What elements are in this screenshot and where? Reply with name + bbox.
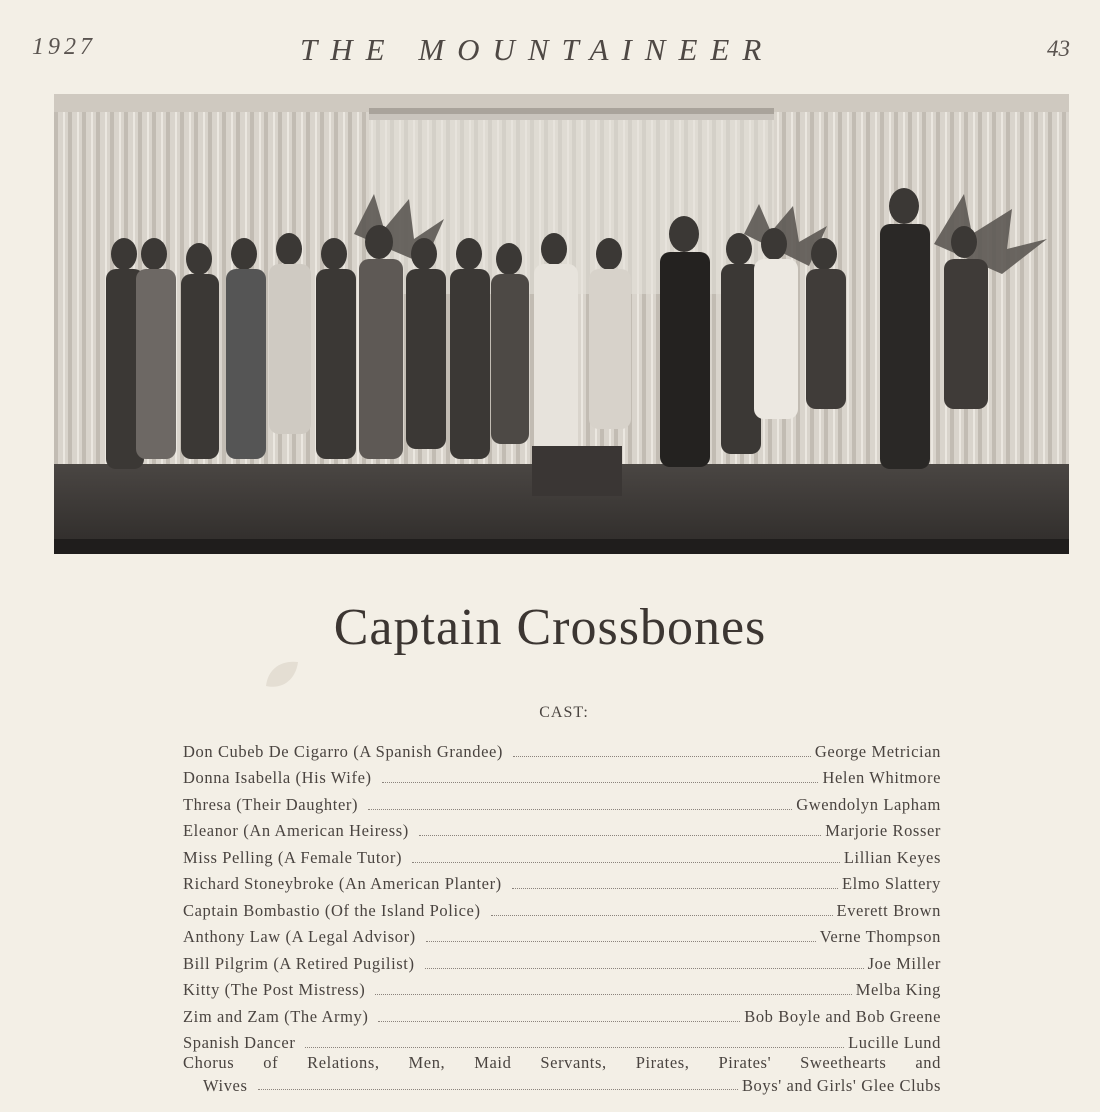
- chorus-word: Chorus: [183, 1053, 235, 1072]
- header-page-number: 43: [1047, 36, 1070, 61]
- cast-row: [183, 735, 941, 762]
- cast-role: Richard Stoneybroke (An American Planter): [183, 874, 502, 893]
- header-publication-title: THE MOUNTAINEER: [300, 32, 775, 67]
- cast-row: [183, 841, 941, 868]
- cast-role: Thresa (Their Daughter): [183, 794, 359, 814]
- header-year: 1927: [32, 34, 96, 60]
- cast-row: [183, 762, 941, 789]
- stage-cast-photo: [54, 94, 1069, 554]
- cast-role: Kitty (The Post Mistress): [183, 980, 366, 999]
- cast-role: Miss Pelling (A Female Tutor): [183, 847, 403, 867]
- cast-row: [183, 788, 941, 815]
- cast-list: [183, 735, 941, 1095]
- dot-leader: [491, 915, 833, 916]
- cast-row: [183, 894, 941, 921]
- cast-role: Spanish Dancer: [183, 1033, 296, 1052]
- cast-row: [183, 868, 941, 895]
- page-header: [0, 30, 1100, 80]
- cast-role: Zim and Zam (The Army): [183, 1006, 369, 1026]
- stage-photo-illustration: [54, 94, 1069, 554]
- dot-leader: [419, 835, 821, 836]
- chorus-word: Relations,: [307, 1053, 380, 1072]
- play-title: Captain Crossbones: [333, 599, 767, 656]
- cast-row: [183, 947, 941, 974]
- chorus-word: of: [263, 1053, 279, 1072]
- chorus-role-line: [183, 1053, 941, 1075]
- dot-leader: [513, 756, 811, 757]
- dot-leader: [425, 968, 864, 969]
- cast-heading: CAST:: [539, 704, 589, 721]
- chorus-word: Sweethearts: [800, 1053, 887, 1072]
- chorus-word: Men,: [408, 1053, 446, 1072]
- cast-role: Don Cubeb De Cigarro (A Spanish Grandee): [183, 741, 504, 761]
- chorus-word: Pirates,: [635, 1053, 690, 1072]
- dot-leader: [378, 1021, 740, 1022]
- cast-role: Bill Pilgrim (A Retired Pugilist): [183, 953, 415, 973]
- cast-row: [183, 1000, 941, 1027]
- chorus-word: Maid: [474, 1053, 512, 1072]
- dot-leader: [375, 994, 851, 995]
- cast-role: Captain Bombastio (Of the Island Police): [183, 900, 481, 920]
- cast-actor: Boys' and Girls' Glee Clubs: [741, 1076, 941, 1095]
- cast-role-continuation: Wives: [203, 1076, 248, 1095]
- cast-row: [183, 1027, 941, 1054]
- dot-leader: [258, 1089, 738, 1090]
- dot-leader: [412, 862, 840, 863]
- cast-actor: Lillian Keyes: [843, 847, 941, 867]
- cast-actor: Lucille Lund: [848, 1033, 941, 1052]
- dot-leader: [426, 941, 816, 942]
- cast-actor: Melba King: [855, 980, 941, 999]
- cast-actor: Joe Miller: [867, 953, 941, 973]
- cast-actor: Bob Boyle and Bob Greene: [744, 1006, 941, 1026]
- chorus-word: Servants,: [540, 1053, 607, 1072]
- cast-actor: Helen Whitmore: [822, 768, 941, 787]
- leaf-stain-mark: [262, 656, 302, 694]
- cast-role: Anthony Law (A Legal Advisor): [183, 927, 416, 946]
- cast-row: [183, 815, 941, 842]
- cast-actor: Marjorie Rosser: [825, 821, 941, 840]
- cast-actor: George Metrician: [814, 741, 941, 761]
- dot-leader: [305, 1047, 844, 1048]
- chorus-second-line: [183, 1075, 941, 1095]
- dot-leader: [382, 782, 819, 783]
- cast-actor: Verne Thompson: [819, 927, 941, 946]
- cast-row-chorus: [183, 1053, 941, 1095]
- cast-role: Eleanor (An American Heiress): [183, 821, 409, 840]
- chorus-word: and: [915, 1053, 941, 1072]
- cast-actor: Gwendolyn Lapham: [796, 794, 941, 814]
- cast-actor: Everett Brown: [836, 900, 941, 920]
- chorus-word: Pirates': [718, 1053, 772, 1072]
- dot-leader: [512, 888, 838, 889]
- cast-row: [183, 921, 941, 948]
- cast-actor: Elmo Slattery: [842, 874, 941, 893]
- cast-row: [183, 974, 941, 1001]
- cast-role: Donna Isabella (His Wife): [183, 768, 372, 787]
- dot-leader: [368, 809, 792, 810]
